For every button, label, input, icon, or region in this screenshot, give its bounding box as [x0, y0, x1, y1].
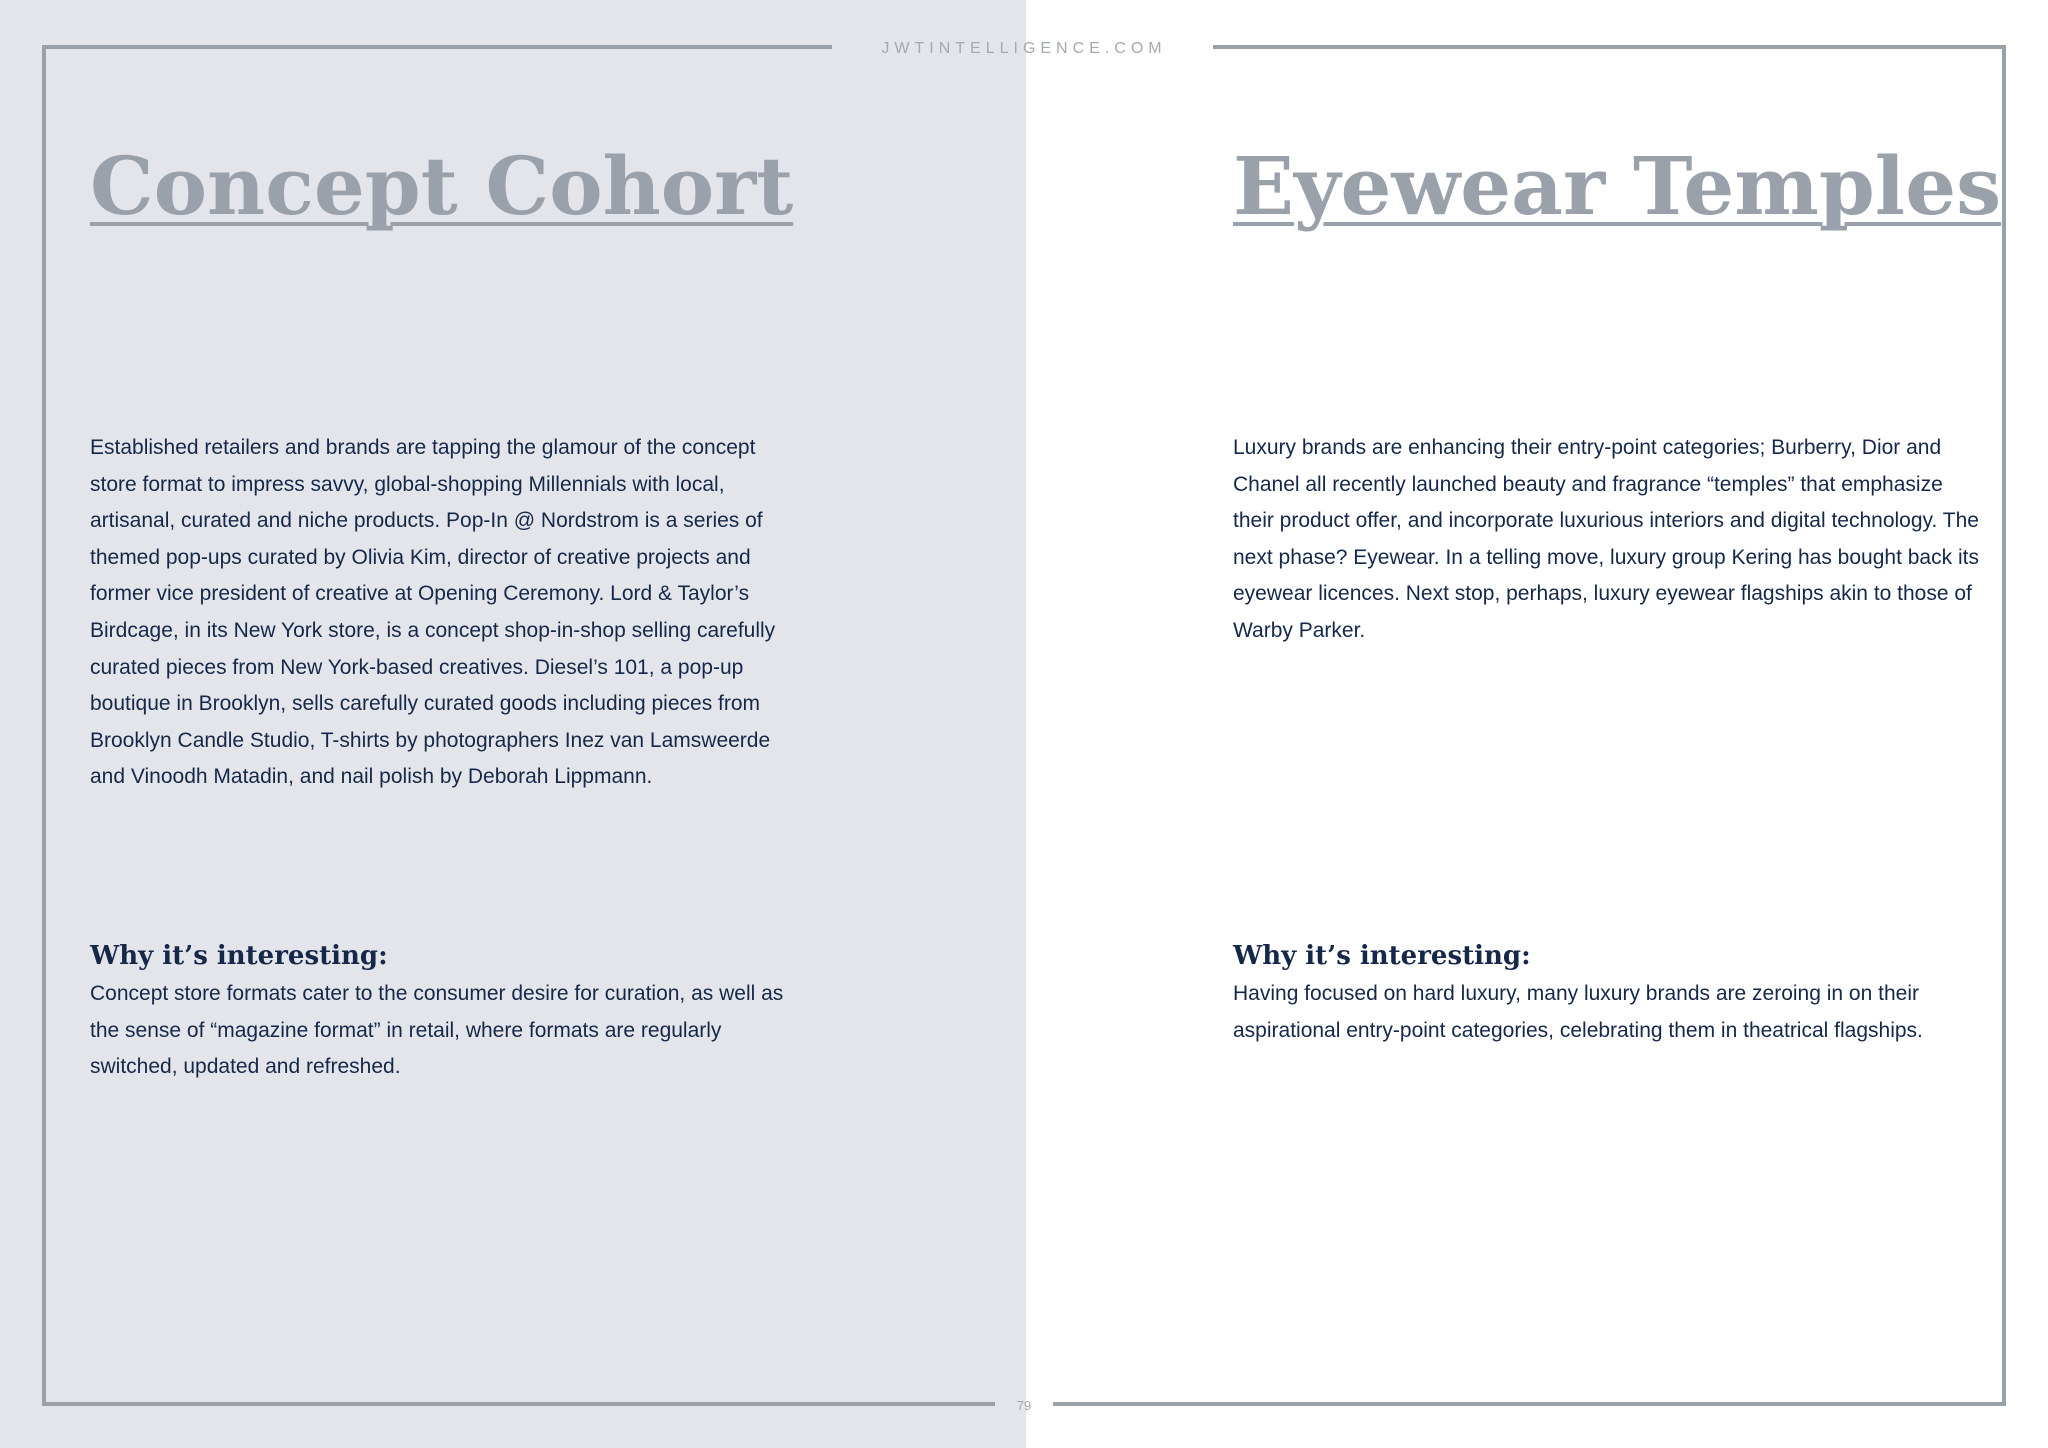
frame-bottom-left-line [42, 1402, 995, 1406]
right-article-body: Luxury brands are enhancing their entry-point categories; Burberry, Dior and Chanel all recently launched beauty and fragrance “temples” that emphasize their product offer, and incorporate luxurious interiors and digital technology. The next phase? Eyewear. In a telling move, luxury group Kering has bought back its eyewear licences. Next stop, perhaps, luxury eyewear flagships akin to those of Warby Parker. [1233, 436, 1979, 642]
page-number: 79 [1016, 1398, 1032, 1413]
site-url[interactable]: JWTINTELLIGENCE.COM [881, 40, 1167, 57]
right-article-interest-heading: Why it’s interesting: [1233, 941, 1531, 971]
right-article-title: Eyewear Temples [1233, 139, 2002, 233]
frame-top-right-line [1213, 45, 2006, 49]
frame-bottom-right-line [1053, 1402, 2006, 1406]
left-article-interest-heading: Why it’s interesting: [90, 941, 388, 971]
left-article-interest-body: Concept store formats cater to the consumer desire for curation, as well as the sense of “magazine format” in retail, where formats are regularly switched, updated and refreshed. [90, 982, 784, 1079]
left-article-body: Established retailers and brands are tapping the glamour of the concept store format to impress savvy, global-shopping Millennials with local, artisanal, curated and niche products. Pop-In @ Nordstrom is a series of themed pop-ups curated by Olivia Kim, director of creative projects and former vice president of creative at Opening Ceremony. Lord & Taylor’s Birdcage, in its New York store, is a concept shop-in-shop selling carefully curated pieces from New York-based creatives. Diesel’s 101, a pop-up boutique in Brooklyn, sells carefully curated goods including pieces from Brooklyn Candle Studio, T-shirts by photographers Inez van Lamsweerde and Vinoodh Matadin, and nail polish by Deborah Lippmann. [90, 436, 776, 789]
right-article-interest-body: Having focused on hard luxury, many luxury brands are zeroing in on their aspirational entry-point categories, celebrating them in theatrical flagships. [1233, 982, 1923, 1042]
frame-top-left-line [42, 45, 832, 49]
frame-left-line [42, 45, 46, 1406]
left-article-title: Concept Cohort [90, 139, 794, 233]
frame-right-line [2002, 45, 2006, 1406]
